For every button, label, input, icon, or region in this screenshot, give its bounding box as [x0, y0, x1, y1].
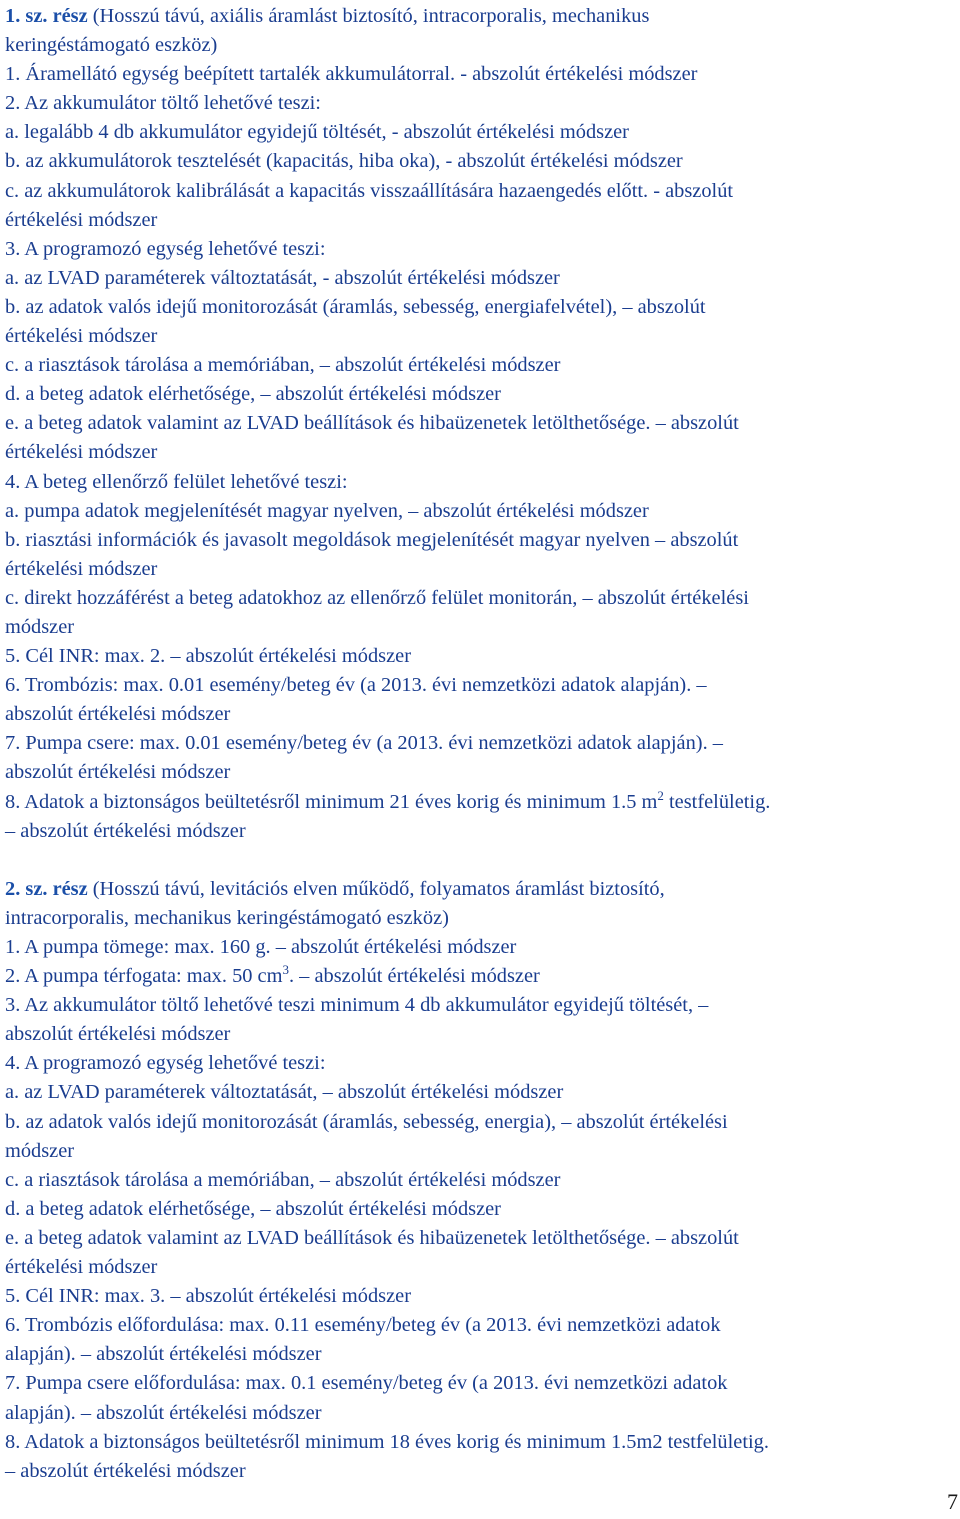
section-2-line: 4. A programozó egység lehetővé teszi: [5, 1052, 326, 1075]
section-1-subtitle: (Hosszú távú, axiális áramlást biztosító, intracorporalis, mechanikus [87, 5, 650, 27]
section-1-line: 1. Áramellátó egység beépített tartalék akkumulátorral. - abszolút értékelési módszer [5, 63, 698, 86]
section-1-line: b. az akkumulátorok tesztelését (kapacitás, hiba oka), - abszolút értékelési módszer [5, 150, 683, 173]
section-1-line: 2. Az akkumulátor töltő lehetővé teszi: [5, 92, 321, 115]
item-2-text-end: . – abszolút értékelési módszer [288, 965, 540, 988]
section-1-line: b. az adatok valós idejű monitorozását (áramlás, sebesség, energiafelvétel), – abszolút [5, 295, 706, 318]
section-1-item-8-tail: – abszolút értékelési módszer [5, 819, 246, 842]
section-2-line: e. a beteg adatok valamint az LVAD beállítások és hibaüzenetek letölthetősége. – abszolút [5, 1226, 739, 1249]
section-2-item-1: 1. A pumpa tömege: max. 160 g. – abszolút értékelési módszer [5, 936, 517, 958]
section-1-line: abszolút értékelési módszer [5, 761, 231, 784]
section-2-line: 3. Az akkumulátor töltő lehetővé teszi minimum 4 db akkumulátor egyidejű töltését, – [5, 994, 709, 1017]
section-1-line: 5. Cél INR: max. 2. – abszolút értékelési módszer [5, 645, 412, 668]
section-2-line: alapján). – abszolút értékelési módszer [5, 1343, 322, 1366]
section-2-title: 2. sz. rész [5, 877, 88, 900]
section-2-heading [5, 875, 957, 904]
section-1-line: értékelési módszer [5, 557, 158, 580]
section-2-body [5, 991, 957, 1486]
section-2-subtitle: (Hosszú távú, levitációs elven működő, folyamatos áramlást biztosító, [87, 877, 665, 900]
section-1-line: d. a beteg adatok elérhetősége, – abszolút értékelési módszer [5, 383, 501, 406]
section-2-line: c. a riasztások tárolása a memóriában, – abszolút értékelési módszer [5, 1168, 561, 1191]
section-1-line: a. pumpa adatok megjelenítését magyar nyelven, – abszolút értékelési módszer [5, 499, 649, 522]
section-2-line: abszolút értékelési módszer [5, 1023, 231, 1046]
section-1-line: c. a riasztások tárolása a memóriában, – abszolút értékelési módszer [5, 354, 561, 377]
section-1-line: c. az akkumulátorok kalibrálását a kapacitás visszaállítására hazaengedés előtt. - abszolút [5, 179, 734, 202]
section-spacer [5, 846, 957, 875]
section-2-item-2 [5, 962, 957, 991]
section-1-line: keringéstámogató eszköz) [5, 34, 218, 57]
section-2-line: alapján). – abszolút értékelési módszer [5, 1401, 322, 1424]
section-1-line: a. az LVAD paraméterek változtatását, - abszolút értékelési módszer [5, 266, 560, 289]
section-1-body [5, 31, 957, 787]
section-1-line: e. a beteg adatok valamint az LVAD beállítások és hibaüzenetek letölthetősége. – abszolút [5, 412, 739, 435]
section-2-line: – abszolút értékelési módszer [5, 1459, 246, 1482]
superscript: 2 [657, 787, 664, 803]
item-8-text: 8. Adatok a biztonságos beültetésről minimum 21 éves korig és minimum 1.5 m [5, 790, 658, 813]
section-2-line: 7. Pumpa csere előfordulása: max. 0.1 esemény/beteg év (a 2013. évi nemzetközi adatok [5, 1372, 728, 1395]
section-1-line: abszolút értékelési módszer [5, 703, 231, 726]
section-1-line: 7. Pumpa csere: max. 0.01 esemény/beteg év (a 2013. évi nemzetközi adatok alapján). – [5, 732, 723, 755]
section-2-line: d. a beteg adatok elérhetősége, – abszolút értékelési módszer [5, 1197, 501, 1220]
section-2-line: értékelési módszer [5, 1256, 158, 1279]
section-2-line: 6. Trombózis előfordulása: max. 0.11 esemény/beteg év (a 2013. évi nemzetközi adatok [5, 1314, 721, 1337]
item-2-text: 2. A pumpa térfogata: max. 50 cm [5, 965, 283, 988]
section-2-line: 5. Cél INR: max. 3. – abszolút értékelési módszer [5, 1285, 412, 1308]
section-2-line: a. az LVAD paraméterek változtatását, – abszolút értékelési módszer [5, 1081, 564, 1104]
page-number: 7 [947, 1489, 958, 1514]
section-1-line: értékelési módszer [5, 208, 158, 231]
section-1-line: 6. Trombózis: max. 0.01 esemény/beteg év (a 2013. évi nemzetközi adatok alapján). – [5, 674, 707, 697]
section-1-line: értékelési módszer [5, 325, 158, 348]
section-1-line: 4. A beteg ellenőrző felület lehetővé teszi: [5, 470, 348, 493]
superscript: 3 [282, 962, 289, 978]
section-2-line: 8. Adatok a biztonságos beültetésről minimum 18 éves korig és minimum 1.5m2 testfelületig. [5, 1430, 769, 1453]
section-1-line: a. legalább 4 db akkumulátor egyidejű töltését, - abszolút értékelési módszer [5, 121, 629, 144]
section-1-heading [5, 2, 957, 31]
document-page [5, 2, 957, 1486]
section-1-line: értékelési módszer [5, 441, 158, 464]
item-8-text-end: testfelületig. [663, 790, 771, 813]
section-2-subtitle-cont: intracorporalis, mechanikus keringéstámogató eszköz) [5, 906, 449, 929]
section-1-line: c. direkt hozzáférést a beteg adatokhoz az ellenőrző felület monitorán, – abszolút értékelési [5, 586, 749, 609]
section-2-line: b. az adatok valós idejű monitorozását (áramlás, sebesség, energia), – abszolút értékelési [5, 1110, 728, 1133]
section-1-line: b. riasztási információk és javasolt megoldások megjelenítését magyar nyelven – abszolút [5, 528, 739, 551]
section-1-title: 1. sz. rész [5, 5, 88, 27]
section-1-item-8 [5, 788, 957, 817]
section-2-line: módszer [5, 1139, 75, 1162]
section-1-line: 3. A programozó egység lehetővé teszi: [5, 237, 326, 260]
section-1-line: módszer [5, 615, 75, 638]
